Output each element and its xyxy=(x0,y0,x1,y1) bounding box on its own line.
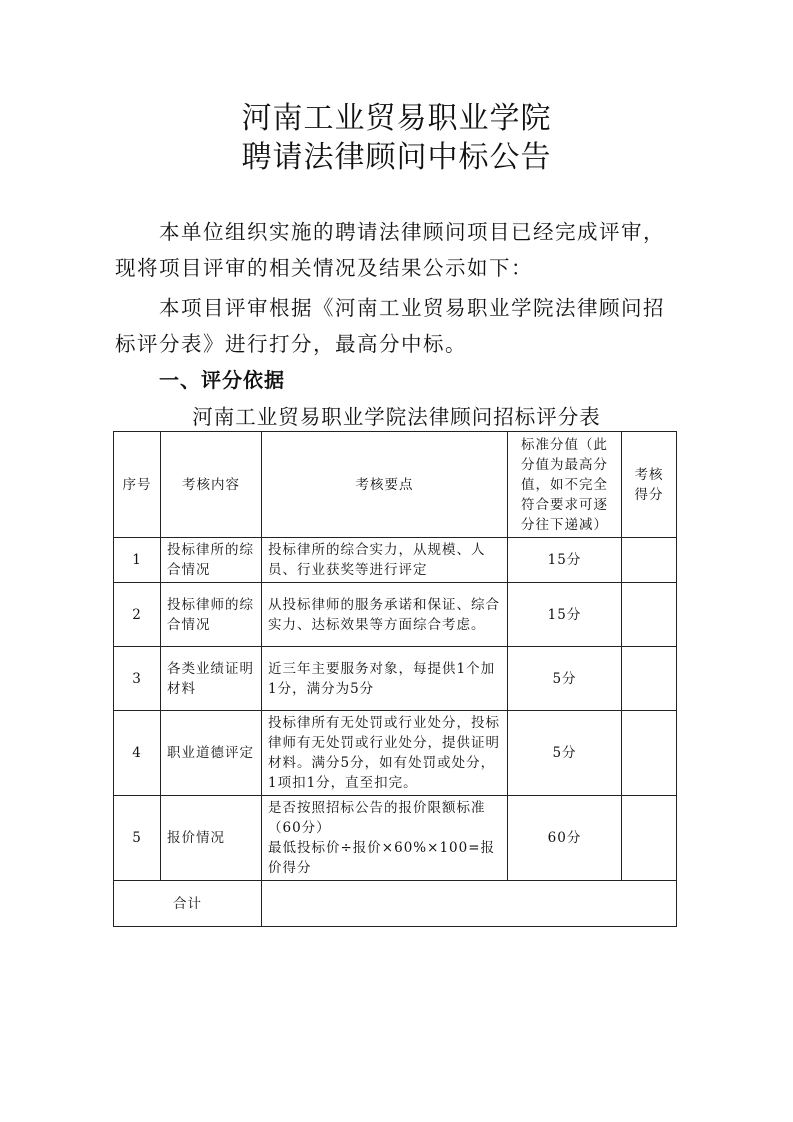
row-points-line1: 是否按照招标公告的报价限额标准（60分） xyxy=(268,800,486,836)
document-title-line1: 河南工业贸易职业学院 xyxy=(241,101,552,136)
row-points xyxy=(262,796,508,881)
total-label: 合计 xyxy=(114,881,262,927)
row-value: 15分 xyxy=(508,583,622,647)
row-points: 投标律所的综合实力，从规模、人员、行业获奖等进行评定 xyxy=(262,538,508,583)
table-row xyxy=(114,583,677,647)
header-score-value: 标准分值（此分值为最高分值，如不完全符合要求可逐分往下递减） xyxy=(508,432,622,538)
row-value: 60分 xyxy=(508,796,622,881)
header-points: 考核要点 xyxy=(262,432,508,538)
row-index: 2 xyxy=(114,583,161,647)
total-value xyxy=(262,881,677,927)
section-heading: 一、评分依据 xyxy=(159,368,285,392)
row-index: 3 xyxy=(114,647,161,711)
header-index: 序号 xyxy=(114,432,161,538)
intro-paragraph: 本单位组织实施的聘请法律顾问项目已经完成评审，现将项目评审的相关情况及结果公示如下： xyxy=(115,220,665,280)
table-row xyxy=(114,538,677,583)
table-caption: 河南工业贸易职业学院法律顾问招标评分表 xyxy=(192,405,601,429)
row-value: 5分 xyxy=(508,711,622,796)
row-index: 1 xyxy=(114,538,161,583)
row-points: 投标律所有无处罚或行业处分，投标律师有无处罚或行业处分，提供证明材料。满分5分，如有处罚或处分，1项扣1分，直至扣完。 xyxy=(262,711,508,796)
header-content: 考核内容 xyxy=(161,432,262,538)
scoring-table xyxy=(113,431,677,927)
row-content: 报价情况 xyxy=(161,796,262,881)
row-value: 5分 xyxy=(508,647,622,711)
table-row xyxy=(114,647,677,711)
document-title-line2: 聘请法律顾问中标公告 xyxy=(241,140,552,175)
basis-paragraph: 本项目评审根据《河南工业贸易职业学院法律顾问招标评分表》进行打分，最高分中标。 xyxy=(115,296,665,356)
row-content: 投标律所的综合情况 xyxy=(161,538,262,583)
row-content: 各类业绩证明材料 xyxy=(161,647,262,711)
table-total-row xyxy=(114,881,677,927)
row-value: 15分 xyxy=(508,538,622,583)
row-points: 从投标律师的服务承诺和保证、综合实力、达标效果等方面综合考虑。 xyxy=(262,583,508,647)
row-score xyxy=(622,647,677,711)
table-row xyxy=(114,796,677,881)
row-index: 5 xyxy=(114,796,161,881)
row-points-line2: 最低投标价÷报价×60%×100=报价得分 xyxy=(268,840,496,876)
row-score xyxy=(622,583,677,647)
row-content: 职业道德评定 xyxy=(161,711,262,796)
header-score: 考核得分 xyxy=(622,432,677,538)
row-points: 近三年主要服务对象，每提供1个加1分，满分为5分 xyxy=(262,647,508,711)
row-score xyxy=(622,796,677,881)
table-header-row xyxy=(114,432,677,538)
row-index: 4 xyxy=(114,711,161,796)
table-row xyxy=(114,711,677,796)
row-score xyxy=(622,711,677,796)
row-content: 投标律师的综合情况 xyxy=(161,583,262,647)
row-score xyxy=(622,538,677,583)
